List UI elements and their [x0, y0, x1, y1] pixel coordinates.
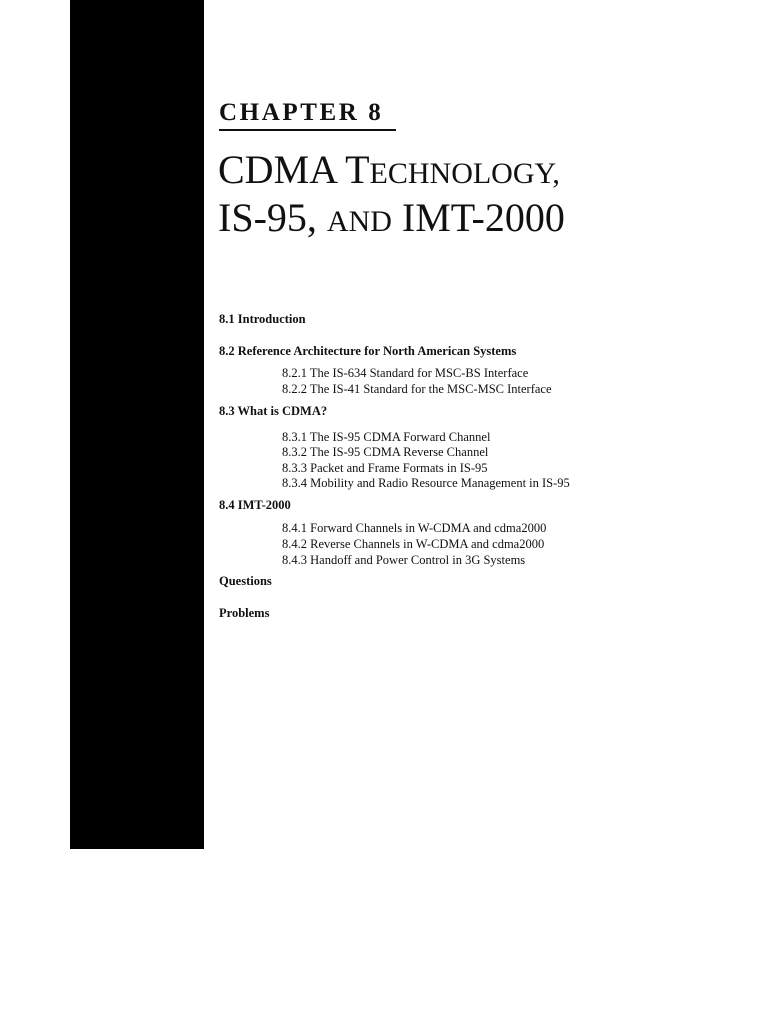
toc-subsection-8-3-1[interactable]: 8.3.1 The IS-95 CDMA Forward Channel [282, 430, 491, 444]
toc-subsection-8-4-3[interactable]: 8.4.3 Handoff and Power Control in 3G Systems [282, 553, 526, 567]
toc-subsection-8-3-2[interactable]: 8.3.2 The IS-95 CDMA Reverse Channel [282, 445, 489, 459]
chapter-title-line-1 [218, 148, 565, 196]
toc-section-8-3[interactable]: 8.3 What is CDMA? [219, 404, 328, 418]
title-word-and: AND [326, 205, 392, 238]
toc-problems[interactable]: Problems [219, 606, 270, 620]
toc-subsection-8-4-2[interactable]: 8.4.2 Reverse Channels in W-CDMA and cdma2000 [282, 537, 545, 551]
title-word-cdma: CDMA [218, 147, 346, 192]
toc-subsection-8-3-3[interactable]: 8.3.3 Packet and Frame Formats in IS-95 [282, 461, 488, 475]
chapter-title-line-2 [218, 196, 565, 244]
title-word-technology-initial: T [345, 147, 370, 192]
toc-subsection-8-2-1[interactable]: 8.2.1 The IS-634 Standard for MSC-BS Interface [282, 366, 529, 380]
toc-section-8-1[interactable]: 8.1 Introduction [219, 312, 306, 326]
chapter-underline [219, 129, 396, 131]
toc-section-8-4[interactable]: 8.4 IMT-2000 [219, 498, 291, 512]
toc-subsection-8-4-1[interactable]: 8.4.1 Forward Channels in W-CDMA and cdma2000 [282, 521, 547, 535]
toc-subsection-8-2-2[interactable]: 8.2.2 The IS-41 Standard for the MSC-MSC Interface [282, 382, 552, 396]
toc-section-8-2[interactable]: 8.2 Reference Architecture for North American Systems [219, 344, 517, 358]
black-margin-bar [70, 0, 204, 849]
toc-subsection-8-3-4[interactable]: 8.3.4 Mobility and Radio Resource Management in IS-95 [282, 476, 570, 490]
chapter-label: CHAPTER 8 [219, 99, 384, 126]
title-word-is95: IS-95, [218, 195, 327, 240]
chapter-title [218, 148, 565, 244]
title-word-technology-rest: ECHNOLOGY, [369, 157, 560, 190]
toc-questions[interactable]: Questions [219, 574, 272, 588]
title-word-imt2000: IMT-2000 [391, 195, 565, 240]
